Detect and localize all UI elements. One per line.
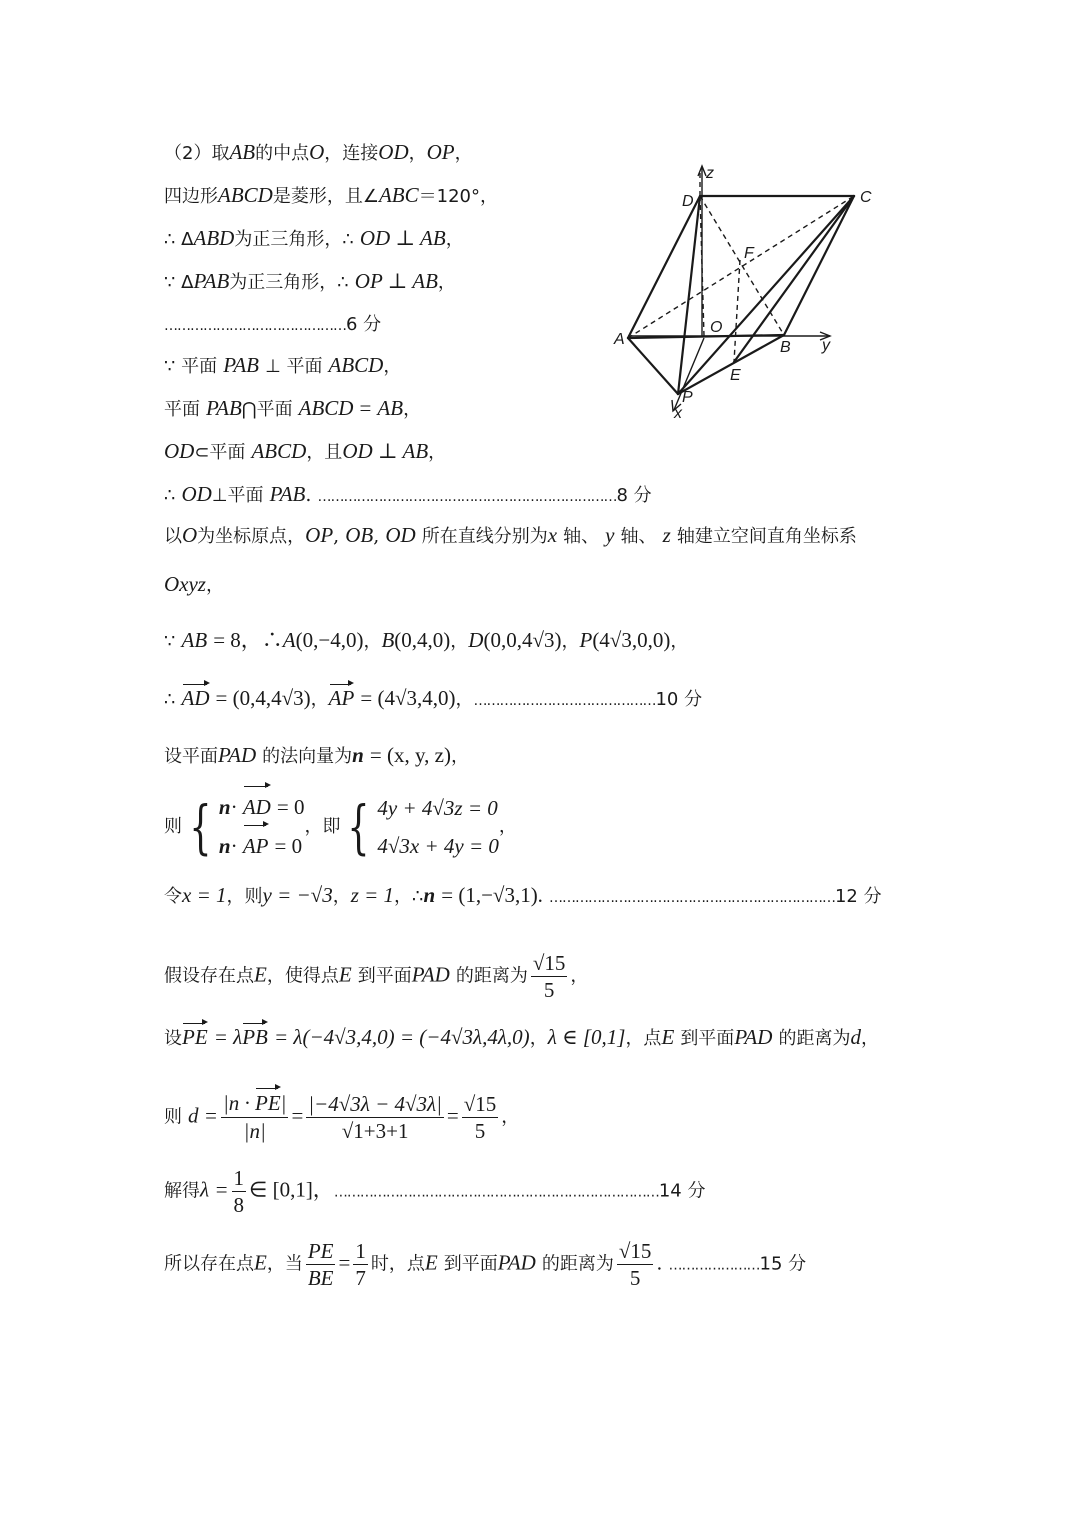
line-5: ……………………………………6 分 xyxy=(164,314,382,335)
label-z: z xyxy=(706,165,714,182)
edge-da xyxy=(628,196,700,338)
pyramid-figure xyxy=(612,160,882,425)
line-17: 假设存在点E，使得点E 到平面PAD 的距离为 $\frac{√15}{5}$ ， xyxy=(164,951,589,1002)
line-12: ∵ AB = 8，∴A(0,−4,0)，B(0,4,0)，D(0,0,4√3)，P(4√3,0,0)， xyxy=(164,628,689,652)
fraction-3: $\frac{√15}{5}$ xyxy=(618,1239,652,1290)
label-y: y xyxy=(822,337,830,354)
label-c: C xyxy=(860,189,872,206)
dash-fe xyxy=(734,260,740,362)
fraction-2: $\frac{1}{7}$ xyxy=(355,1239,366,1290)
edge-ec xyxy=(734,196,854,362)
label-o: O xyxy=(710,319,723,336)
edge-cb xyxy=(784,196,854,335)
fraction: $\frac{√15}{5}$ xyxy=(532,951,566,1002)
edge-pb xyxy=(678,335,784,394)
line-18: 设PE = λPB = λ(−4√3,4,0) = (−4√3λ,4λ,0)，λ ∈ [0,1]，点E 到平面PAD 的距离为d， xyxy=(164,1025,879,1049)
line-11: Oxyz， xyxy=(164,572,224,596)
line-20: 解得λ = $\frac{1}{8}$ ∈ [0,1]，…………………………………………………………………14 分 xyxy=(164,1166,706,1217)
line-6: ∵ 平面 PAB ⊥ 平面 ABCD， xyxy=(164,353,402,377)
left-brace-2: { xyxy=(347,793,371,861)
line-21: 所以存在点E，当 $\frac{PE}{BE}$ = $\frac{1}{7}$ 时，点E 到平面PAD 的距离为 $\frac{√15}{5}$ . …………………15 分 xyxy=(164,1239,807,1290)
fraction: $\frac{1}{8}$ xyxy=(233,1166,245,1217)
label-f: F xyxy=(744,245,754,262)
line-4: ∵ ΔPAB为正三角形，∴ OP ⊥ AB， xyxy=(164,269,456,293)
line-9: ∴ OD⊥平面 PAB. ……………………………………………………………8 分 xyxy=(164,482,652,506)
fraction-1: $\frac{|n \cdot PE|}{|n|}$ xyxy=(222,1091,287,1143)
label-b: B xyxy=(780,339,791,356)
label-e: E xyxy=(730,367,741,384)
line-15: 则 { n· AD = 0 n· AP = 0 ，即 { 4y + 4√3z = 0 4√3x + 4y = 0 ， xyxy=(164,788,517,866)
dash-db xyxy=(700,196,784,335)
label-p: P xyxy=(682,389,693,406)
line-13: ∴ AD = (0,4,4√3)，AP = (4√3,4,0)，……………………………………10 分 xyxy=(164,686,703,710)
line-10: 以O为坐标原点，OP, OB, OD 所在直线分别为x 轴、 y 轴、 z 轴建立空间直角坐标系 xyxy=(164,523,857,547)
fraction-3: $\frac{√15}{5}$ xyxy=(463,1092,497,1143)
left-brace-1: { xyxy=(189,793,212,861)
line-1: （2）取AB的中点O，连接OD，OP， xyxy=(164,140,473,164)
label-x: x xyxy=(674,405,682,422)
label-d: D xyxy=(682,193,694,210)
line-2: 四边形ABCD是菱形，且∠ABC＝120°， xyxy=(164,183,498,207)
line-16: 令x = 1，则y = −√3，z = 1，∴n = (1,−√3,1). …………………………………………………………12 分 xyxy=(164,883,882,907)
edge-pc xyxy=(678,196,854,394)
fraction-1: $\frac{PE}{BE}$ xyxy=(307,1239,334,1290)
line-19: 则 d = $\frac{|n \cdot PE|}{|n|}$ = $\frac{|-4√3\lambda - 4√3\lambda|}{√1+3+1}$ = $\frac{√15}{5}$ ， xyxy=(164,1091,520,1143)
edge-ap xyxy=(628,338,678,394)
line-8: OD⊂平面 ABCD，且OD ⊥ AB， xyxy=(164,439,447,463)
line-7: 平面 PAB⋂平面 ABCD = AB， xyxy=(164,396,422,420)
label-a: A xyxy=(614,331,625,348)
line-14: 设平面PAD 的法向量为n = (x, y, z)， xyxy=(164,743,469,767)
dash-ac xyxy=(628,196,854,338)
line-3: ∴ ΔABD为正三角形，∴ OD ⊥ AB， xyxy=(164,226,464,250)
fraction-2: $\frac{|-4√3\lambda - 4√3\lambda|}{√1+3+1}$ xyxy=(308,1092,442,1143)
